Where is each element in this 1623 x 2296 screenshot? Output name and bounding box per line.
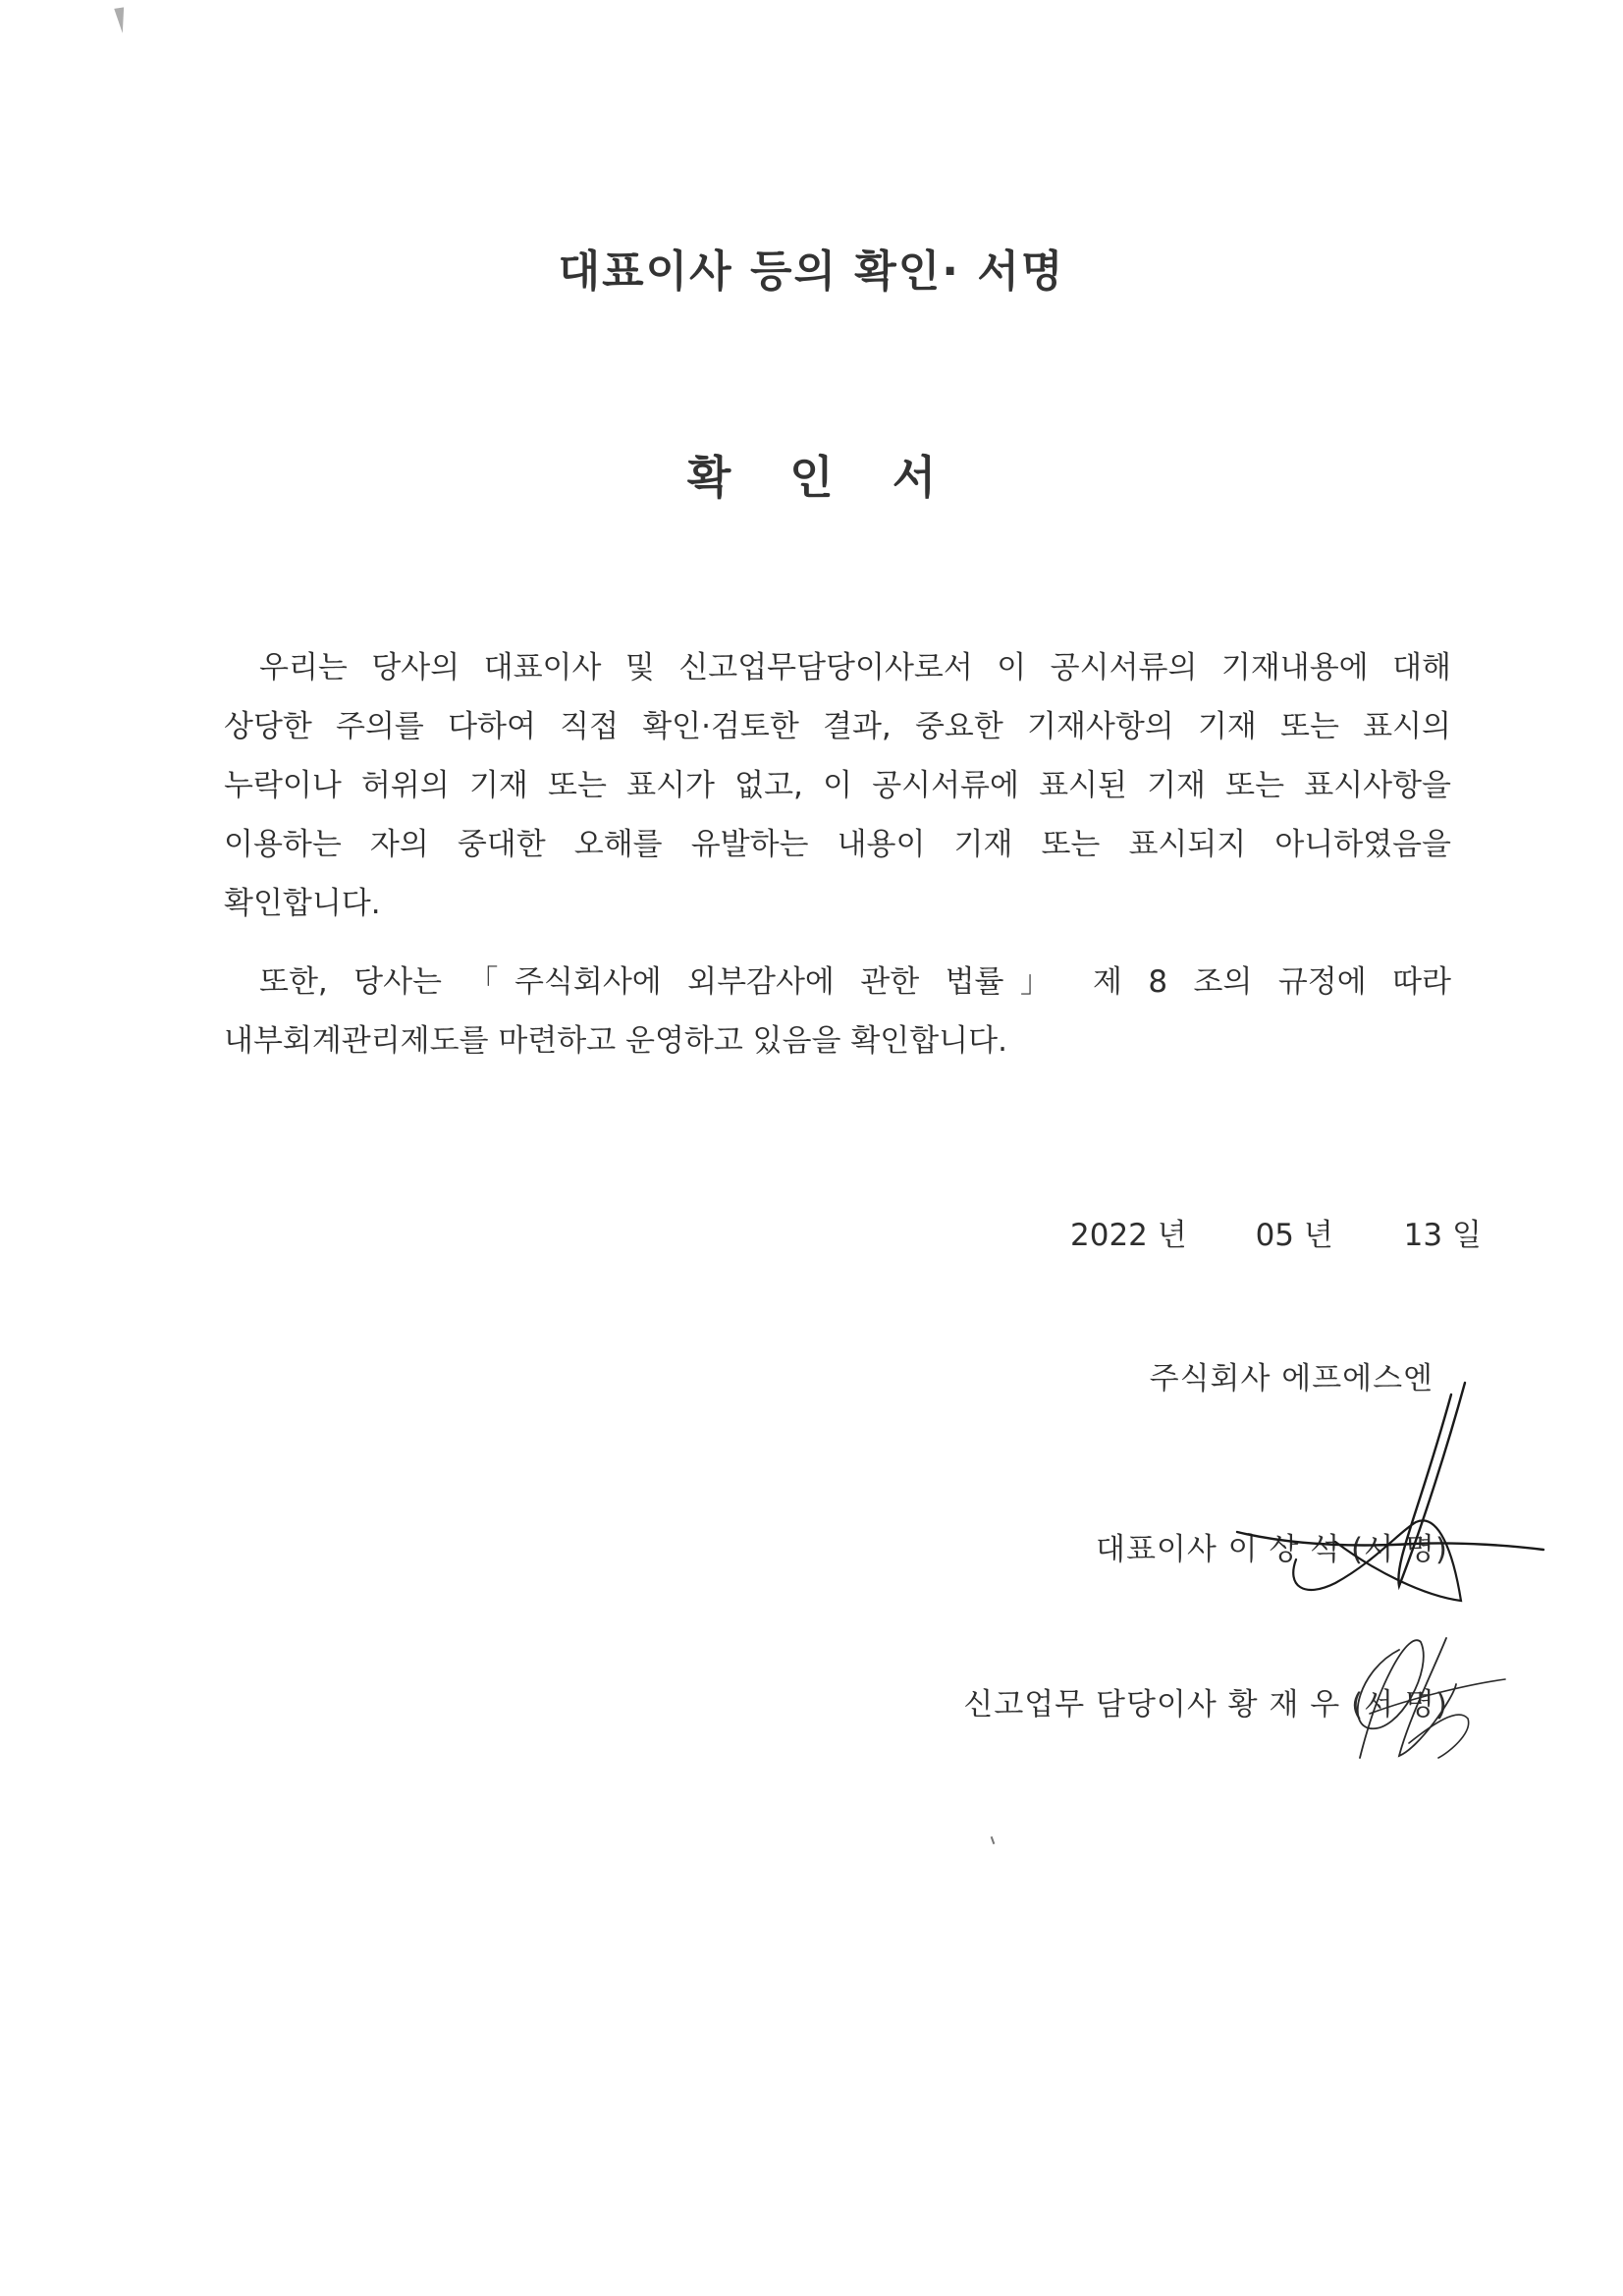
- internal-control-paragraph: [224, 953, 1451, 1070]
- paragraph-line: 또한, 당사는 「주식회사에 외부감사에 관한 법률」 제 8 조의 규정에 따라: [259, 964, 1451, 1000]
- scan-artifact: [114, 7, 128, 33]
- document-date: [1070, 1210, 1482, 1254]
- date-day: 13 일: [1403, 1218, 1482, 1253]
- date-month: 05 년: [1255, 1218, 1333, 1253]
- ceo-handwritten-signature-icon: [1227, 1375, 1551, 1650]
- disclosure-officer-signature-line: 신고업무 담당이사 황 재 우 (서 명): [963, 1687, 1448, 1722]
- paragraph-line: 이용하는 자의 중대한 오해를 유발하는 내용이 기재 또는 표시되지 아니하였음을: [224, 827, 1451, 862]
- scan-speck: [991, 1836, 996, 1844]
- paragraph-line: 확인합니다.: [224, 886, 381, 921]
- paragraph-line: 누락이나 허위의 기재 또는 표시가 없고, 이 공시서류에 표시된 기재 또는 표시사항을: [224, 768, 1451, 803]
- company-name: 주식회사 에프에스엔: [1149, 1361, 1434, 1396]
- ceo-signature-line: 대표이사 이 상 석 (서 명): [1096, 1532, 1448, 1567]
- document-subtitle: 확 인 서: [686, 451, 958, 504]
- date-year: 2022 년: [1070, 1218, 1187, 1253]
- confirmation-paragraph: [224, 638, 1451, 933]
- document-title: 대표이사 등의 확인· 서명: [558, 246, 1065, 297]
- paragraph-line: 상당한 주의를 다하여 직접 확인·검토한 결과, 중요한 기재사항의 기재 또는 표시의: [224, 709, 1451, 744]
- paragraph-line: 내부회계관리제도를 마련하고 운영하고 있음을 확인합니다.: [224, 1023, 1007, 1059]
- paragraph-line: 우리는 당사의 대표이사 및 신고업무담당이사로서 이 공시서류의 기재내용에 대해: [259, 650, 1451, 685]
